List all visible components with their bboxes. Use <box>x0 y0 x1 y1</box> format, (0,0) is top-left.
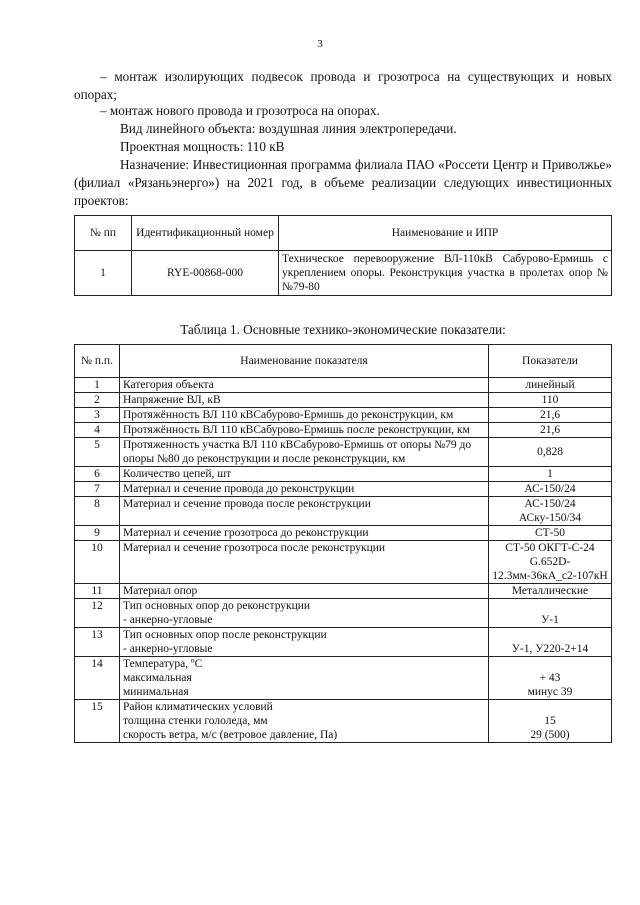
row-value: АС-150/24 <box>489 482 612 497</box>
project-table-header <box>75 216 612 251</box>
table-row <box>75 408 612 423</box>
row-value: Металлические <box>489 584 612 599</box>
row-indicator: Тип основных опор до реконструкции - анкерно-угловые <box>120 599 489 628</box>
table-row <box>75 497 612 526</box>
row-indicator: Материал опор <box>120 584 489 599</box>
project-name: Техническое перевооружение ВЛ-110кВ Сабурово-Ермишь с укреплением опоры. Реконструкция участка в пролетах опор №№79-80 <box>279 251 612 296</box>
row-value: 0,828 <box>489 438 612 467</box>
table-row <box>75 599 612 628</box>
header-value: Показатели <box>489 345 612 378</box>
row-indicator: Протяжённость ВЛ 110 кВСабурово-Ермишь после реконструкции, км <box>120 423 489 438</box>
row-num: 1 <box>75 378 120 393</box>
indicators-table <box>74 344 612 743</box>
row-num: 8 <box>75 497 120 526</box>
row-num: 11 <box>75 584 120 599</box>
row-value: 1 <box>489 467 612 482</box>
table-row <box>75 467 612 482</box>
row-value: АС-150/24 АСку-150/34 <box>489 497 612 526</box>
row-num: 14 <box>75 657 120 700</box>
indicators-table-header <box>75 345 612 378</box>
paragraph-install-wire: – монтаж нового провода и грозотроса на опорах. <box>100 103 380 118</box>
row-value: 15 29 (500) <box>489 700 612 743</box>
row-value: 21,6 <box>489 423 612 438</box>
table-row <box>75 657 612 700</box>
row-value: У-1 <box>489 599 612 628</box>
row-value: 21,6 <box>489 408 612 423</box>
header-indicator: Наименование показателя <box>120 345 489 378</box>
row-value: линейный <box>489 378 612 393</box>
header-num: № п.п. <box>75 345 120 378</box>
row-value: У-1, У220-2+14 <box>489 628 612 657</box>
row-num: 6 <box>75 467 120 482</box>
paragraph-install-suspensions: – монтаж изолирующих подвесок провода и грозотроса на существующих и новых опорах; <box>74 69 612 102</box>
page-number: 3 <box>317 38 323 50</box>
row-num: 2 <box>75 393 120 408</box>
table-row <box>75 393 612 408</box>
project-id: RYE-00868-000 <box>132 251 279 296</box>
row-num: 15 <box>75 700 120 743</box>
project-num: 1 <box>75 251 132 296</box>
row-value: + 43 минус 39 <box>489 657 612 700</box>
row-indicator: Протяженность участка ВЛ 110 кВСабурово-Ермишь от опоры №79 до опоры №80 до реконструкции и после реконструкции, км <box>120 438 489 467</box>
paragraph-capacity: Проектная мощность: 110 кВ <box>120 139 285 154</box>
table-row <box>75 438 612 467</box>
row-indicator: Тип основных опор после реконструкции - анкерно-угловые <box>120 628 489 657</box>
row-indicator: Район климатических условий толщина стенки гололеда, мм скорость ветра, м/с (ветровое давление, Па) <box>120 700 489 743</box>
table-row <box>75 541 612 584</box>
table-row <box>75 482 612 497</box>
row-num: 7 <box>75 482 120 497</box>
row-value: СТ-50 <box>489 526 612 541</box>
row-value: 110 <box>489 393 612 408</box>
table-row <box>75 378 612 393</box>
indicators-caption: Таблица 1. Основные технико-экономические показатели: <box>180 322 506 337</box>
row-num: 3 <box>75 408 120 423</box>
paragraph-purpose: Назначение: Инвестиционная программа филиала ПАО «Россети Центр и Приволжье» (филиал «Рязаньэнерго») на 2021 год, в объеме реализации следующих инвестиционных проектов: <box>74 157 612 208</box>
row-value: СТ-50 ОКГТ-С-24 G.652D-12.3мм-36кА_с2-107кН <box>489 541 612 584</box>
paragraph-object-type: Вид линейного объекта: воздушная линия электропередачи. <box>120 121 457 136</box>
row-indicator: Категория объекта <box>120 378 489 393</box>
row-num: 12 <box>75 599 120 628</box>
row-indicator: Напряжение ВЛ, кВ <box>120 393 489 408</box>
table-row <box>75 628 612 657</box>
row-num: 4 <box>75 423 120 438</box>
row-indicator: Протяжённость ВЛ 110 кВСабурово-Ермишь до реконструкции, км <box>120 408 489 423</box>
row-indicator: Материал и сечение грозотроса после реконструкции <box>120 541 489 584</box>
row-num: 5 <box>75 438 120 467</box>
table-row <box>75 423 612 438</box>
row-indicator: Температура, ºС максимальная минимальная <box>120 657 489 700</box>
row-indicator: Материал и сечение провода до реконструкции <box>120 482 489 497</box>
row-indicator: Материал и сечение провода после реконструкции <box>120 497 489 526</box>
header-num: № пп <box>75 216 132 251</box>
header-name: Наименование и ИПР <box>279 216 612 251</box>
header-id: Идентификационный номер <box>132 216 279 251</box>
table-row <box>75 700 612 743</box>
row-num: 9 <box>75 526 120 541</box>
row-indicator: Материал и сечение грозотроса до реконструкции <box>120 526 489 541</box>
table-row <box>75 251 612 296</box>
row-num: 13 <box>75 628 120 657</box>
row-indicator: Количество цепей, шт <box>120 467 489 482</box>
table-row <box>75 584 612 599</box>
table-row <box>75 526 612 541</box>
project-table <box>74 215 612 296</box>
row-num: 10 <box>75 541 120 584</box>
